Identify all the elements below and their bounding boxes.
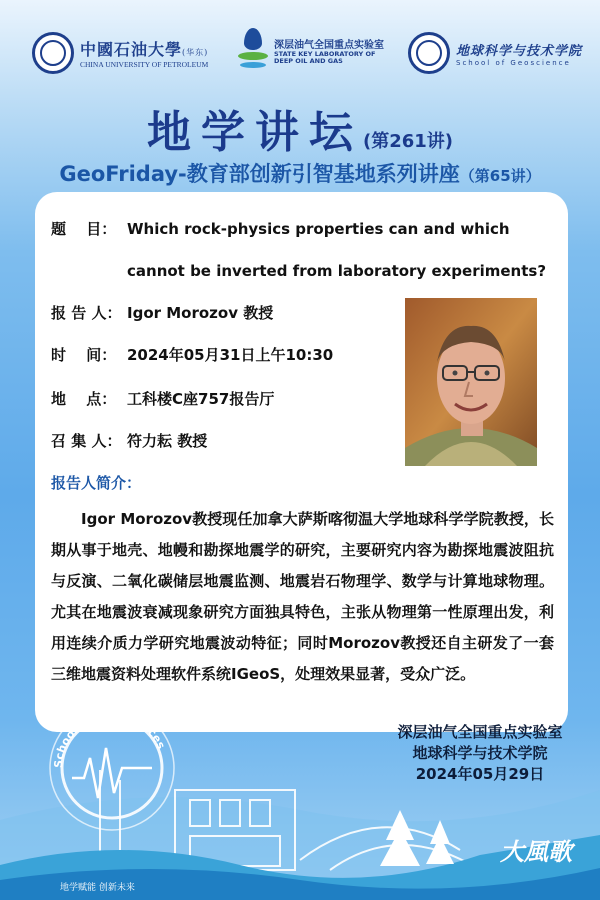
host-row <box>51 430 207 451</box>
oil-drop-icon <box>238 28 268 72</box>
school-emblem-icon <box>408 32 450 74</box>
school-logo <box>408 32 582 74</box>
lab-name-en-1: STATE KEY LABORATORY OF <box>274 49 376 58</box>
topic-line-2: cannot be inverted from laboratory experiments? <box>127 262 547 280</box>
topic-label: 题 目： <box>51 220 117 238</box>
time-row <box>51 344 333 365</box>
time-label: 时 间： <box>51 346 117 364</box>
host-value: 符力耘 教授 <box>127 432 208 450</box>
bio-text: Igor Morozov教授现任加拿大萨斯喀彻温大学地球科学学院教授，长期从事于地壳、地幔和勘探地震学的研究，主要研究内容为勘探地震波阻抗与反演、二氧化碳储层地震监测、地震岩石物理学、数学与计算地球物理。尤其在地震波衰减现象研究方面独具特色，主张从物理第一性原理出发，利用连续介质力学研究地震波动特征；同时Morozov教授还自主研发了一套三维地震资料处理软件系统IGeoS，处理效果显著，受众广泛。 <box>51 510 554 683</box>
poster-title <box>0 96 600 160</box>
place-label: 地 点： <box>51 390 117 408</box>
info-card <box>35 192 568 732</box>
lab-name-en-2: DEEP OIL AND GAS <box>274 56 343 65</box>
place-value: 工科楼C座757报告厅 <box>127 390 275 408</box>
signoff-date: 2024年05月29日 <box>415 765 545 783</box>
cup-emblem-icon <box>32 32 74 74</box>
speaker-photo <box>405 298 537 466</box>
school-name-cn: 地球科学与技术学院 <box>456 43 583 59</box>
speaker-row <box>51 302 273 323</box>
topic-line-1: Which rock-physics properties can and which <box>127 220 510 238</box>
poster-subtitle <box>0 158 600 188</box>
lab-logo <box>238 28 384 72</box>
cup-logo <box>32 32 208 74</box>
signoff-lab: 深层油气全国重点实验室 <box>397 723 563 741</box>
slogan-text: 地学赋能 创新未来 <box>60 883 135 893</box>
series-session: （第65讲） <box>459 167 541 185</box>
school-badge <box>42 698 182 838</box>
forum-title: 地学讲坛 <box>146 107 363 158</box>
speaker-label: 报 告 人： <box>51 304 122 322</box>
cup-name-en: CHINA UNIVERSITY OF PETROLEUM <box>80 60 209 69</box>
series-title: GeoFriday-教育部创新引智基地系列讲座 <box>59 162 460 186</box>
signoff-school: 地球科学与技术学院 <box>412 744 548 762</box>
badge-text: School of Geosciences <box>51 707 168 769</box>
lab-name-cn: 深层油气全国重点实验室 <box>274 39 384 51</box>
cup-name-branch: (华东) <box>182 48 209 57</box>
svg-text:School of Geosciences <box>52 708 168 768</box>
time-value: 2024年05月31日上午10:30 <box>127 346 334 364</box>
calligraphy-text: 大風歌 <box>500 837 572 866</box>
logo-bar <box>0 26 600 86</box>
topic-row <box>51 218 510 239</box>
signoff <box>380 722 580 785</box>
school-name-en: School of Geoscience <box>456 58 571 67</box>
bio-heading: 报告人简介： <box>51 474 142 492</box>
speaker-name: Igor Morozov 教授 <box>127 304 274 322</box>
place-row <box>51 388 274 409</box>
host-label: 召 集 人： <box>51 432 122 450</box>
forum-session: (第261讲) <box>362 131 454 152</box>
cup-name-cn: 中國石油大學 <box>80 40 183 59</box>
